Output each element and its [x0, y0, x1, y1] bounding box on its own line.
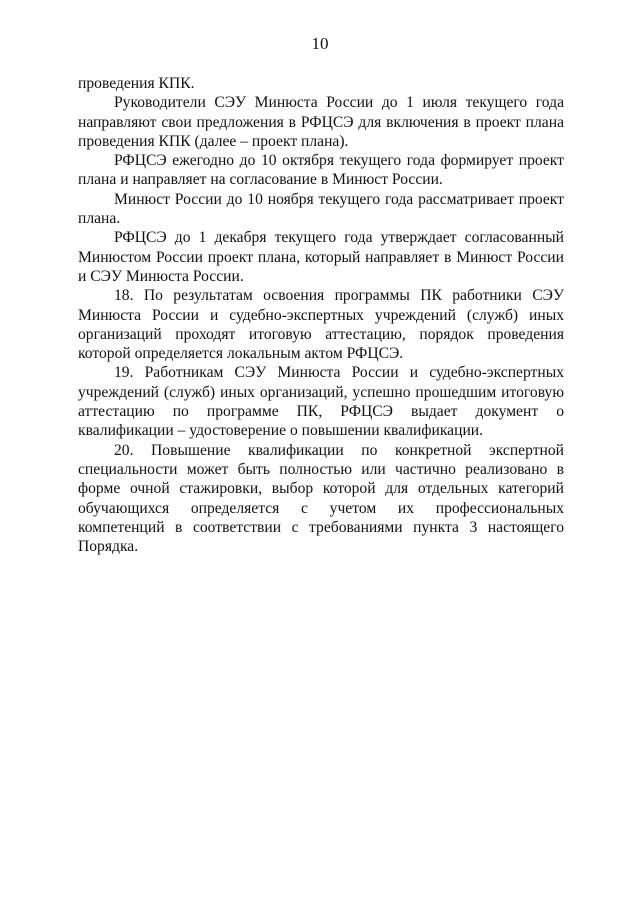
paragraph-continuation: проведения КПК.: [78, 75, 195, 92]
paragraph-draft-plan: РФЦСЭ ежегодно до 10 октября текущего года формирует проект плана и направляет на согласование в Минюст России.: [78, 152, 564, 189]
paragraph-proposals: Руководители СЭУ Минюста России до 1 июля текущего года направляют свои предложения в РФЦСЭ для включения в проект плана проведения КПК (далее – проект плана).: [78, 94, 564, 150]
document-body: [78, 74, 564, 556]
page-number: 10: [311, 34, 329, 53]
paragraph-item-19: 19. Работникам СЭУ Минюста России и судебно-экспертных учреждений (служб) иных организаций, успешно прошедшим итоговую аттестацию по программе ПК, РФЦСЭ выдает документ о квалификации – удостоверение о повышении квалификации.: [78, 364, 564, 440]
paragraph-approval: РФЦСЭ до 1 декабря текущего года утверждает согласованный Минюстом России проект плана, который направляет в Минюст России и СЭУ Минюста России.: [78, 229, 564, 285]
paragraph-review: Минюст России до 10 ноября текущего года рассматривает проект плана.: [78, 190, 564, 228]
paragraph-item-20: 20. Повышение квалификации по конкретной экспертной специальности может быть полностью или частично реализовано в форме очной стажировки, выбор которой для отдельных категорий обучающихся определяется с учетом их профессиональных компетенций в соответствии с требованиями пункта 3 настоящего Порядка.: [78, 441, 564, 556]
paragraph-item-18: 18. По результатам освоения программы ПК работники СЭУ Минюста России и судебно-экспертных учреждений (служб) иных организаций проходят итоговую аттестацию, порядок проведения которой определяется локальным актом РФЦСЭ.: [78, 287, 564, 363]
